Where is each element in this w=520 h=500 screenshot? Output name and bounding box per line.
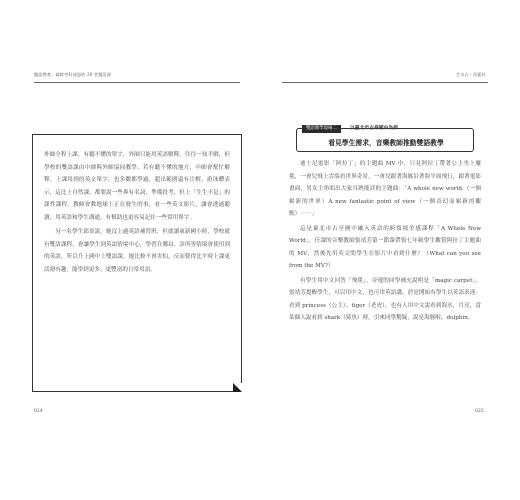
left-text-box	[32, 134, 242, 392]
right-body-text	[289, 158, 481, 327]
section-tag: 雙語教學現場二	[302, 125, 341, 133]
left-paragraph-2: 另一名學生邱哥說，她沒上過英語補習班，但就讀東新國小時，學校就有雙語課程，會讓學生到英語情境中心，學習在郵局、診所等情境會使用到的英語，所以升上國中上雙語課，她比較不會害怕，反而覺得比平時上課更活潑有趣，能學到更多、更豐富的日常用語。	[44, 229, 230, 273]
left-paragraph-1: 外師全程上課，有聽不懂的單字，外師只能用英語解釋，往往一知半解，但學校的雙語課由中師與外師協同教學，若有聽不懂的地方，中師會幫忙解釋，上課用到的英文單字，也多數都學過，超出範圍還有注解，游泳體表示，這比上自然課，都要說一些專有名詞，準備投考，但上「生生不息」的課性課程，教師會教地球上正在發生的事，看一些英文影片，讓會透過聽讀，用英語和學生溝通，有幫助也更容易記住一些常用單字。	[44, 152, 230, 221]
right-paragraph-3: 有學生用中文回答「飛毯」，旁邊的同學補充說明是「magic carpet」，張靖芳提醒學生，可以用中文，也可用英語講，於是開始有學生以英語表達：看到 princess（公主）、tiger（老虎），也有人用中文說看到海水，月亮，當某個人說看到 shark（鯊魚）時，引來同學驚疑，說是海豚啦，dolphin。	[289, 277, 481, 321]
right-running-header: 生水台・西素紅	[455, 72, 486, 77]
right-page-number: 025	[475, 409, 484, 414]
right-paragraph-2: 這是臺北市古亭國中融入英語的跨領域美感課程「A Whole New World」，任課的音樂教師張靖芳第一節課帶領七年級學生觀賞阿拉丁主題曲的 MV，然後先用英文問學生在影片中看到什麼？（What can you see from the MV?）	[289, 225, 481, 269]
left-box-text	[44, 149, 230, 278]
right-header-rule	[282, 82, 488, 83]
left-page-number: 024	[34, 409, 43, 414]
folded-corner-icon	[233, 383, 242, 392]
left-running-header: 雙語教育：破除考科迷思的 20 堂雙語課	[34, 72, 111, 77]
section-title: 看見學生需求，音樂教師推動雙語教學	[328, 139, 444, 147]
section-subtitle: 以臺北市古亭國中為例	[350, 126, 398, 131]
right-paragraph-1: 迪士尼電影「阿拉丁」的主題曲 MV 中，只見阿拉丁帶著公主坐上魔毯，一會兒飛上雲端看世界奇景，一會兒跟著海豚沿著海平面飛行，跟著電影畫面，男女主角唱出大家耳熟能詳的主題曲：「A whole new world.（一個嶄新的世界）A new fantastic point of view（一個奇幻而嶄新的觀點）⋯⋯」	[289, 161, 481, 217]
left-header-rule	[34, 82, 240, 83]
